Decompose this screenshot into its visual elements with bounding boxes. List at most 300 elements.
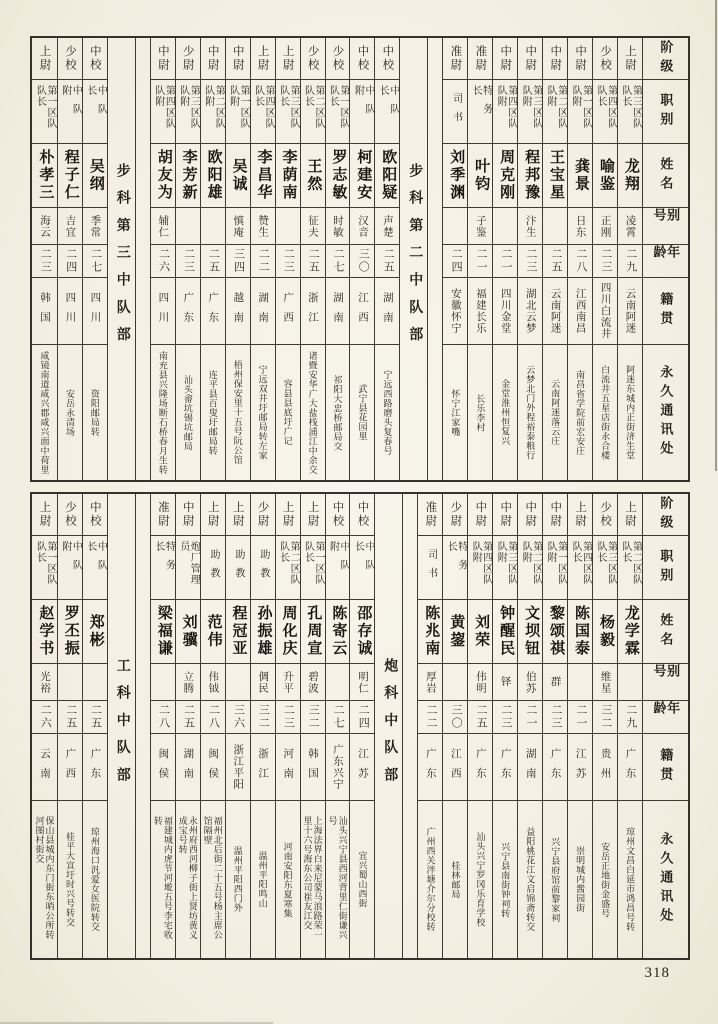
alias-cell bbox=[83, 208, 107, 245]
alias-text: 海云 bbox=[38, 214, 50, 238]
duty-text: 第二区队队附 bbox=[202, 84, 225, 129]
address-text: 兴宁县南街钟祠转 bbox=[500, 841, 511, 918]
address-text: 河南安阳东夏寒集 bbox=[282, 841, 293, 918]
origin-cell bbox=[493, 278, 517, 345]
origin-cell bbox=[493, 734, 517, 801]
origin-text: 四川白流井 bbox=[599, 282, 611, 340]
age-text: 二三 bbox=[182, 248, 195, 274]
origin-text: 福建长乐 bbox=[474, 288, 486, 334]
person-column bbox=[150, 494, 175, 958]
address-text: 温州平阳西门外 bbox=[232, 846, 243, 913]
name-header: 姓名 bbox=[658, 612, 674, 651]
age-text: 二四 bbox=[64, 248, 77, 274]
duty-cell bbox=[32, 536, 57, 600]
section-label-column bbox=[399, 38, 427, 480]
duty-cell bbox=[83, 80, 107, 144]
age-cell bbox=[226, 701, 250, 734]
name-cell bbox=[201, 144, 225, 208]
person-column bbox=[467, 38, 492, 480]
name-text: 邵存诚 bbox=[355, 605, 372, 658]
age-cell bbox=[493, 701, 517, 734]
rank-cell bbox=[201, 38, 225, 80]
address-cell bbox=[151, 801, 175, 958]
duty-text: 第一区队队长 bbox=[302, 540, 325, 585]
alias-text: 群 bbox=[549, 676, 561, 688]
name-cell bbox=[443, 144, 467, 208]
origin-cell bbox=[543, 278, 567, 345]
rank-text: 上尉 bbox=[206, 501, 219, 528]
address-text: 云南阿迷落云庄 bbox=[550, 379, 561, 446]
rank-cell bbox=[83, 38, 107, 80]
address-text: 资阳邮局转 bbox=[89, 388, 100, 437]
name-cell bbox=[301, 600, 325, 664]
duty-cell bbox=[226, 80, 250, 144]
person-column bbox=[175, 494, 200, 958]
name-cell bbox=[32, 600, 57, 664]
name-text: 黎颂祺 bbox=[548, 605, 565, 658]
address-header: 永久通讯处 bbox=[658, 365, 674, 460]
age-cell bbox=[326, 245, 350, 278]
origin-cell bbox=[543, 734, 567, 801]
duty-text: 第四区队队附 bbox=[470, 540, 492, 585]
rank-text: 少校 bbox=[63, 45, 76, 72]
origin-cell bbox=[301, 278, 325, 345]
address-text: 宁远双井圩邮局转左家 bbox=[257, 365, 268, 460]
alias-cell bbox=[593, 664, 617, 701]
origin-cell bbox=[32, 278, 57, 345]
name-cell bbox=[468, 144, 492, 208]
age-text: 三〇 bbox=[357, 248, 370, 274]
duty-cell bbox=[418, 536, 442, 600]
address-cell bbox=[543, 801, 567, 958]
origin-cell bbox=[593, 734, 617, 801]
rank-cell bbox=[32, 494, 57, 536]
duty-text: 第三区队队附 bbox=[177, 84, 200, 129]
name-text: 刘骥 bbox=[180, 614, 197, 649]
duty-text: 司书 bbox=[425, 549, 437, 586]
address-header: 永久通讯处 bbox=[658, 832, 674, 927]
name-cell bbox=[618, 600, 642, 664]
name-cell bbox=[83, 600, 107, 664]
origin-text: 广东 bbox=[474, 747, 486, 787]
alias-cell bbox=[201, 208, 225, 245]
rank-cell bbox=[443, 38, 467, 80]
section-label-text: 工科中队部 bbox=[114, 657, 130, 795]
rank-cell bbox=[568, 38, 592, 80]
duty-text: 中队附 bbox=[352, 84, 374, 122]
person-column bbox=[542, 494, 567, 958]
address-cell bbox=[301, 801, 325, 958]
duty-text: 第三区队队长 bbox=[595, 540, 617, 585]
address-cell bbox=[493, 345, 517, 480]
roster-table-bottom bbox=[30, 492, 690, 960]
name-cell bbox=[301, 144, 325, 208]
rank-text: 中尉 bbox=[549, 501, 562, 528]
age-cell bbox=[176, 701, 200, 734]
origin-text: 广东 bbox=[182, 291, 194, 331]
age-cell bbox=[326, 701, 350, 734]
address-text: 上海法界白来尼蒙马浪路荣一里十六号海东公司崔友江交 bbox=[302, 815, 323, 939]
address-cell bbox=[276, 345, 300, 480]
address-text: 桂平大宣圩时兴号转交 bbox=[64, 832, 75, 927]
duty-cell bbox=[58, 80, 82, 144]
age-cell bbox=[418, 701, 442, 734]
origin-text: 广西 bbox=[282, 291, 294, 331]
address-text: 金堂淮州恒复兴 bbox=[500, 379, 511, 446]
rank-text: 少尉 bbox=[256, 501, 269, 528]
section-spacer-column bbox=[135, 494, 150, 958]
age-text: 二七 bbox=[89, 248, 102, 274]
duty-text: 第四区队队附 bbox=[152, 84, 175, 129]
origin-cell bbox=[83, 734, 107, 801]
name-text: 罗志敏 bbox=[330, 149, 347, 202]
origin-cell bbox=[568, 734, 592, 801]
address-cell bbox=[468, 345, 492, 480]
age-text: 二一 bbox=[574, 704, 587, 730]
origin-cell bbox=[468, 278, 492, 345]
name-text: 范伟 bbox=[205, 614, 222, 649]
rank-cell bbox=[418, 494, 442, 536]
rank-text: 中尉 bbox=[206, 45, 219, 72]
rank-text: 准尉 bbox=[474, 45, 487, 72]
alias-cell bbox=[58, 664, 82, 701]
rank-text: 上尉 bbox=[574, 501, 587, 528]
section-label-text: 步科第二中队部 bbox=[407, 163, 423, 355]
rank-text: 上尉 bbox=[281, 45, 294, 72]
alias-cell bbox=[176, 208, 200, 245]
duty-text: 第三区队队长 bbox=[620, 84, 642, 129]
age-text: 二三 bbox=[282, 704, 295, 730]
age-text: 二一 bbox=[524, 704, 537, 730]
age-cell bbox=[350, 245, 374, 278]
duty-header: 职别 bbox=[658, 548, 674, 587]
address-cell bbox=[151, 345, 175, 480]
alias-cell bbox=[493, 208, 517, 245]
rank-text: 少校 bbox=[599, 45, 612, 72]
duty-header-cell bbox=[643, 536, 688, 600]
duty-cell bbox=[226, 536, 250, 600]
age-cell bbox=[276, 701, 300, 734]
age-text: 二五 bbox=[382, 248, 395, 274]
age-cell bbox=[543, 245, 567, 278]
rank-text: 中尉 bbox=[231, 45, 244, 72]
name-cell bbox=[350, 600, 374, 664]
name-cell bbox=[176, 144, 200, 208]
origin-text: 四川 bbox=[64, 291, 76, 331]
address-cell bbox=[201, 345, 225, 480]
alias-text: 征夫 bbox=[307, 214, 319, 238]
name-text: 龙翔 bbox=[622, 158, 639, 193]
alias-text: 立腾 bbox=[182, 670, 194, 694]
alias-cell bbox=[201, 664, 225, 701]
rank-cell bbox=[251, 494, 275, 536]
address-cell bbox=[251, 345, 275, 480]
age-text: 二五 bbox=[549, 248, 562, 274]
age-cell bbox=[83, 701, 107, 734]
address-text: 梧州保安里十五号阮公馆 bbox=[232, 360, 243, 465]
alias-cell bbox=[618, 208, 642, 245]
rank-cell bbox=[518, 494, 542, 536]
origin-cell bbox=[58, 278, 82, 345]
name-cell bbox=[518, 600, 542, 664]
origin-text: 云南阿迷 bbox=[549, 288, 561, 334]
section-label-column bbox=[374, 494, 402, 958]
age-text: 二三 bbox=[282, 248, 295, 274]
rank-text: 中尉 bbox=[524, 501, 537, 528]
duty-text: 特务长 bbox=[152, 540, 175, 578]
duty-cell bbox=[468, 536, 492, 600]
duty-text: 第四区队队长 bbox=[252, 84, 275, 129]
age-cell bbox=[226, 245, 250, 278]
address-cell bbox=[326, 801, 350, 958]
address-text: 安岳永清场 bbox=[64, 388, 75, 437]
age-text: 二五 bbox=[207, 248, 220, 274]
duty-text: 第二区队队附 bbox=[520, 540, 542, 585]
address-cell bbox=[543, 345, 567, 480]
age-cell bbox=[276, 245, 300, 278]
age-cell bbox=[176, 245, 200, 278]
age-cell bbox=[493, 245, 517, 278]
name-cell bbox=[468, 600, 492, 664]
alias-text: 倜民 bbox=[257, 670, 269, 694]
age-text: 二三 bbox=[599, 248, 612, 274]
alias-cell bbox=[32, 664, 57, 701]
age-cell bbox=[593, 245, 617, 278]
origin-text: 河南 bbox=[282, 747, 294, 787]
origin-text: 江苏 bbox=[356, 747, 368, 787]
alias-cell bbox=[468, 664, 492, 701]
origin-text: 云南阿迷 bbox=[624, 288, 636, 334]
rank-header-cell bbox=[643, 494, 688, 536]
origin-cell bbox=[201, 278, 225, 345]
name-text: 李芳新 bbox=[180, 149, 197, 202]
origin-cell bbox=[251, 734, 275, 801]
name-text: 李昌华 bbox=[255, 149, 272, 202]
person-column bbox=[592, 494, 617, 958]
alias-cell bbox=[301, 664, 325, 701]
name-cell bbox=[83, 144, 107, 208]
age-cell bbox=[151, 245, 175, 278]
origin-cell bbox=[226, 278, 250, 345]
age-cell bbox=[151, 701, 175, 734]
rank-cell bbox=[32, 38, 57, 80]
section-spacer-column bbox=[427, 38, 442, 480]
name-text: 吴诚 bbox=[230, 158, 247, 193]
name-cell bbox=[493, 144, 517, 208]
address-text: 福州北后街二十五号杨主席公馆隔壁 bbox=[202, 815, 223, 939]
address-text: 琼州海口汎爱女医院转交 bbox=[89, 827, 100, 932]
origin-cell bbox=[418, 734, 442, 801]
person-column bbox=[325, 494, 350, 958]
address-cell bbox=[176, 801, 200, 958]
alias-text: 凌霄 bbox=[624, 214, 636, 238]
alias-header: 别号 bbox=[651, 664, 681, 683]
name-text: 赵学书 bbox=[37, 605, 54, 658]
origin-cell bbox=[618, 278, 642, 345]
name-cell bbox=[350, 144, 374, 208]
name-cell bbox=[375, 144, 399, 208]
duty-cell bbox=[493, 536, 517, 600]
duty-text: 第一区队队长 bbox=[327, 84, 349, 129]
alias-cell bbox=[83, 664, 107, 701]
person-column bbox=[200, 494, 225, 958]
address-text: 咸镜南道咸兴郡咸兴面中荷里 bbox=[39, 350, 50, 475]
address-cell bbox=[276, 801, 300, 958]
alias-text: 伟钺 bbox=[207, 670, 219, 694]
person-column bbox=[300, 494, 325, 958]
name-header-cell bbox=[643, 144, 688, 208]
duty-text: 中队长 bbox=[84, 84, 107, 122]
duty-text: 第四区队队长 bbox=[595, 84, 617, 129]
age-text: 二九 bbox=[624, 248, 637, 274]
rank-cell bbox=[176, 38, 200, 80]
origin-cell bbox=[326, 734, 350, 801]
address-cell bbox=[251, 801, 275, 958]
alias-cell bbox=[493, 664, 517, 701]
duty-cell bbox=[618, 536, 642, 600]
name-text: 周克刚 bbox=[498, 149, 515, 202]
person-column bbox=[82, 38, 107, 480]
address-text: 南昌省学院前宏安庄 bbox=[575, 369, 586, 456]
duty-text: 第二区队队长 bbox=[620, 540, 642, 585]
origin-cell bbox=[83, 278, 107, 345]
origin-text: 韩国 bbox=[38, 291, 50, 331]
origin-text: 广东 bbox=[499, 747, 511, 787]
duty-cell bbox=[543, 80, 567, 144]
duty-text: 第一区队队长 bbox=[34, 540, 56, 585]
name-cell bbox=[151, 600, 175, 664]
rank-cell bbox=[276, 38, 300, 80]
alias-text: 吉宜 bbox=[64, 214, 76, 238]
name-text: 朴孝三 bbox=[37, 149, 54, 202]
name-text: 孙振雄 bbox=[255, 605, 272, 658]
origin-text: 广东 bbox=[89, 747, 101, 787]
name-header: 姓名 bbox=[658, 156, 674, 195]
address-text: 安岳正地街金盛号 bbox=[600, 841, 611, 918]
name-text: 钟醒民 bbox=[498, 605, 515, 658]
rank-text: 中校 bbox=[356, 501, 369, 528]
name-text: 文坝钮 bbox=[523, 605, 540, 658]
rank-text: 中尉 bbox=[181, 501, 194, 528]
address-text: 桂林邮局 bbox=[450, 860, 461, 899]
alias-text: 升平 bbox=[282, 670, 294, 694]
age-cell bbox=[468, 245, 492, 278]
origin-cell bbox=[176, 734, 200, 801]
duty-text: 中队长 bbox=[84, 540, 107, 578]
duty-text: 第三区队队附 bbox=[520, 84, 542, 129]
address-text: 连平县百叟圩邮局转 bbox=[207, 369, 218, 456]
alias-text: 维星 bbox=[599, 670, 611, 694]
name-cell bbox=[518, 144, 542, 208]
person-column bbox=[617, 38, 642, 480]
name-text: 周化庆 bbox=[280, 605, 297, 658]
rank-header: 阶级 bbox=[658, 39, 674, 78]
name-cell bbox=[493, 600, 517, 664]
duty-cell bbox=[568, 536, 592, 600]
alias-cell bbox=[518, 208, 542, 245]
person-column bbox=[517, 494, 542, 958]
name-text: 柯建安 bbox=[355, 149, 372, 202]
duty-text: 第三区队队附 bbox=[495, 540, 517, 585]
rank-text: 中校 bbox=[381, 45, 394, 72]
name-text: 叶钧 bbox=[473, 158, 490, 193]
origin-cell bbox=[518, 734, 542, 801]
age-text: 二三 bbox=[549, 704, 562, 730]
duty-text: 中队长 bbox=[377, 84, 399, 122]
age-cell bbox=[201, 245, 225, 278]
age-cell bbox=[301, 701, 325, 734]
name-cell bbox=[543, 144, 567, 208]
address-header-cell bbox=[643, 345, 688, 480]
name-cell bbox=[568, 600, 592, 664]
person-column bbox=[567, 494, 592, 958]
origin-cell bbox=[518, 278, 542, 345]
person-column bbox=[442, 494, 467, 958]
person-column bbox=[57, 38, 82, 480]
alias-cell bbox=[593, 208, 617, 245]
name-cell bbox=[251, 144, 275, 208]
address-cell bbox=[518, 801, 542, 958]
rank-cell bbox=[375, 38, 399, 80]
alias-text: 明仁 bbox=[356, 670, 368, 694]
rank-cell bbox=[593, 494, 617, 536]
address-text: 崇明城内酱园街 bbox=[575, 846, 586, 913]
age-header: 年龄 bbox=[651, 245, 681, 264]
origin-text: 湖南 bbox=[332, 291, 343, 331]
origin-cell bbox=[251, 278, 275, 345]
name-cell bbox=[226, 144, 250, 208]
person-column bbox=[442, 38, 467, 480]
age-cell bbox=[32, 701, 57, 734]
age-cell bbox=[518, 245, 542, 278]
rank-cell bbox=[83, 494, 107, 536]
rank-text: 上尉 bbox=[624, 501, 637, 528]
origin-header: 籍贯 bbox=[658, 748, 674, 786]
alias-cell bbox=[543, 664, 567, 701]
rank-text: 上尉 bbox=[38, 501, 51, 528]
origin-text: 广西 bbox=[64, 747, 76, 787]
name-cell bbox=[32, 144, 57, 208]
section-label-cell bbox=[375, 494, 402, 958]
duty-cell bbox=[543, 536, 567, 600]
person-column bbox=[300, 38, 325, 480]
name-text: 程子仁 bbox=[62, 149, 79, 202]
age-text: 二二 bbox=[257, 248, 270, 274]
address-text: 宜兴蜀山西街 bbox=[357, 851, 368, 908]
origin-text: 湖南 bbox=[257, 291, 269, 331]
alias-text: 汴生 bbox=[524, 214, 536, 238]
rank-text: 准尉 bbox=[424, 501, 437, 528]
address-text: 永州府西河柳子街上贤坊黄义成宝号转 bbox=[177, 815, 198, 939]
name-text: 杨毅 bbox=[597, 614, 614, 649]
name-text: 郑彬 bbox=[87, 614, 104, 649]
alias-text: 声楚 bbox=[381, 214, 393, 238]
origin-text: 四川 bbox=[157, 291, 169, 331]
duty-text: 第二区队队长 bbox=[302, 84, 325, 129]
origin-text: 湖南 bbox=[524, 747, 536, 787]
age-cell bbox=[58, 245, 82, 278]
rank-cell bbox=[226, 38, 250, 80]
duty-cell bbox=[518, 536, 542, 600]
scan-edge-artifact bbox=[715, 0, 717, 471]
name-text: 欧阳雄 bbox=[205, 149, 222, 202]
origin-cell bbox=[350, 278, 374, 345]
alias-text: 辅仁 bbox=[157, 214, 169, 238]
rank-cell bbox=[518, 38, 542, 80]
person-column bbox=[225, 494, 250, 958]
origin-cell bbox=[618, 734, 642, 801]
age-cell bbox=[568, 701, 592, 734]
